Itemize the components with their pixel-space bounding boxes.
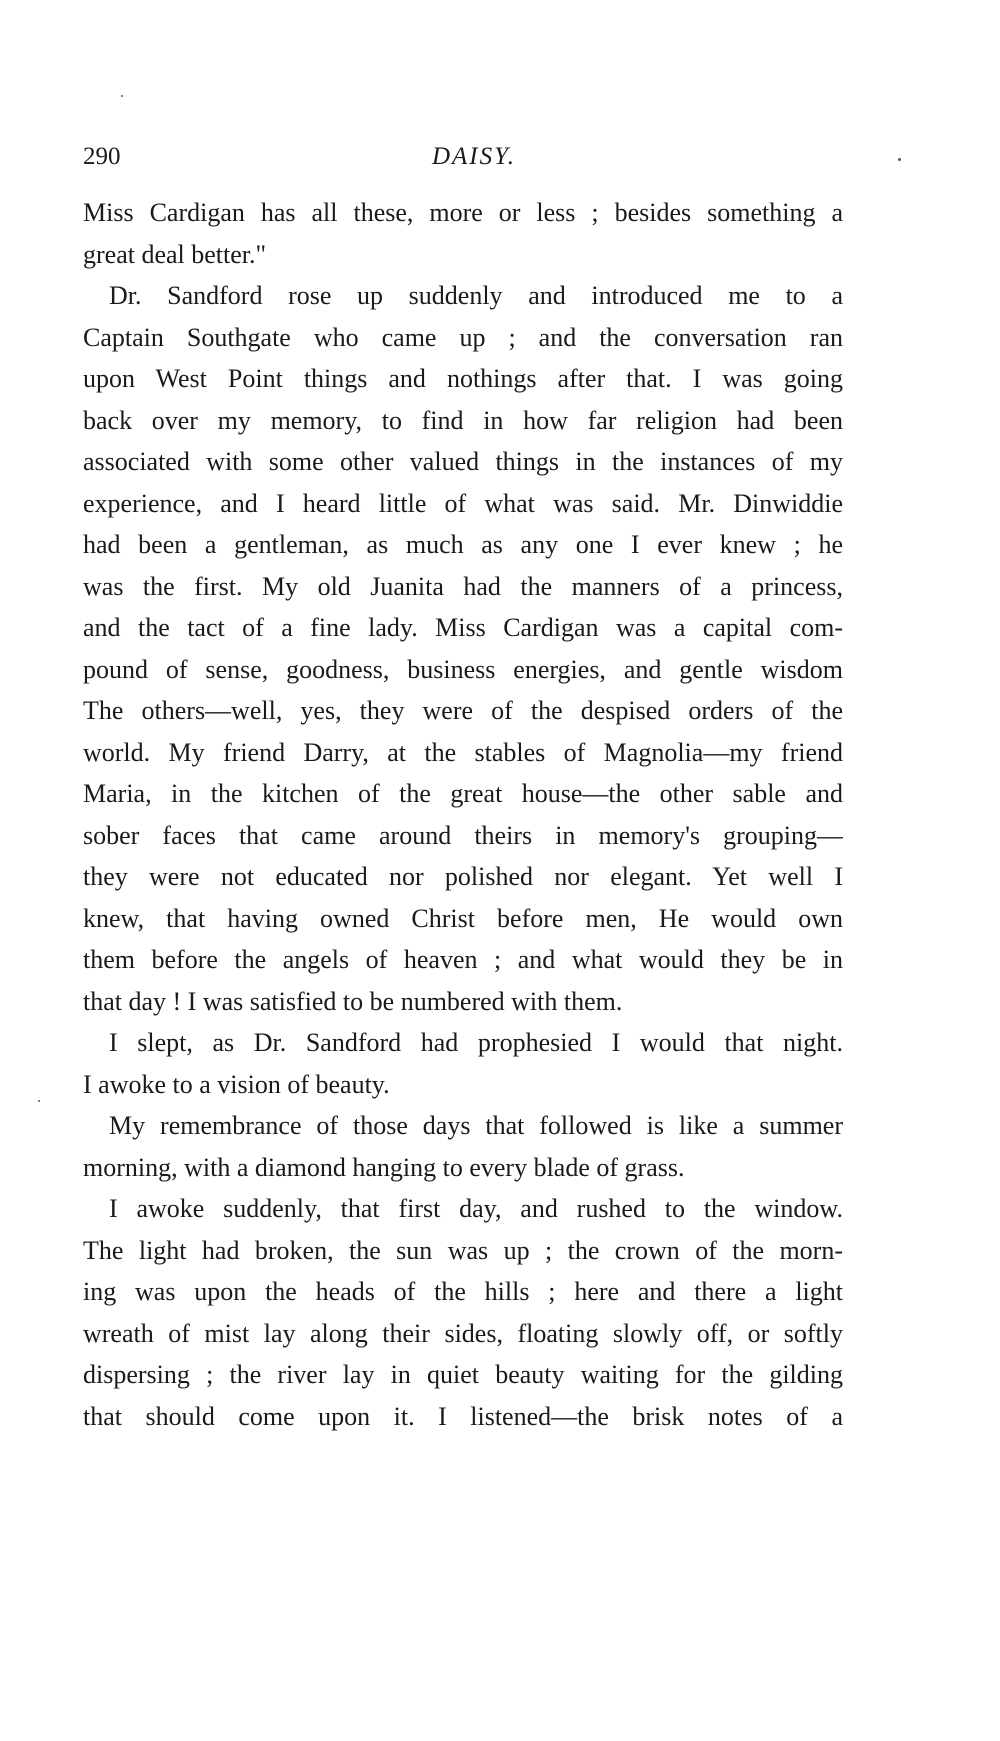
text-line: back over my memory, to find in how far religion had been — [83, 405, 843, 435]
text-line: world. My friend Darry, at the stables of Magnolia—my friend — [83, 737, 843, 767]
paper-speck — [121, 95, 123, 97]
text-line: dispersing ; the river lay in quiet beauty waiting for the gilding — [83, 1360, 843, 1389]
text-line: experience, and I heard little of what was said. Mr. Dinwiddie — [83, 488, 843, 518]
text-line: was the first. My old Juanita had the manners of a princess, — [83, 571, 843, 601]
text-line: I awoke suddenly, that first day, and rushed to the window. — [109, 1194, 843, 1223]
paragraph — [83, 275, 843, 1022]
text-line: My remembrance of those days that followed is like a summer — [109, 1111, 843, 1140]
paper-speck — [898, 158, 901, 161]
text-line: associated with some other valued things in the instances of my — [83, 447, 843, 476]
text-line: had been a gentleman, as much as any one I ever knew ; he — [83, 530, 843, 559]
text-line: Miss Cardigan has all these, more or less ; besides something a — [83, 198, 843, 227]
paper-speck — [38, 1100, 40, 1102]
running-title: DAISY. — [431, 143, 516, 170]
text-line: Maria, in the kitchen of the great house—the other sable and — [83, 779, 843, 808]
text-line: them before the angels of heaven ; and what would they be in — [83, 945, 843, 974]
text-line: great deal better." — [83, 239, 267, 269]
text-line: The light had broken, the sun was up ; the crown of the morn- — [83, 1235, 843, 1265]
text-line: The others—well, yes, they were of the despised orders of the — [83, 696, 843, 725]
text-line: morning, with a diamond hanging to every blade of grass. — [83, 1152, 685, 1182]
text-line: knew, that having owned Christ before men, He would own — [83, 903, 843, 933]
text-line: upon West Point things and nothings after that. I was going — [83, 364, 843, 393]
paragraph — [83, 1105, 843, 1188]
text-line: I slept, as Dr. Sandford had prophesied I would that night. — [109, 1028, 843, 1057]
text-line: I awoke to a vision of beauty. — [83, 1069, 390, 1099]
text-line: Captain Southgate who came up ; and the conversation ran — [83, 322, 843, 352]
text-line: sober faces that came around theirs in memory's grouping— — [83, 820, 843, 850]
text-line: pound of sense, goodness, business energies, and gentle wisdom — [83, 654, 843, 684]
text-line: Dr. Sandford rose up suddenly and introduced me to a — [109, 281, 843, 310]
text-line: that day ! I was satisfied to be numbered with them. — [83, 986, 623, 1016]
paragraph — [83, 1188, 843, 1437]
text-line: ing was upon the heads of the hills ; here and there a light — [83, 1277, 843, 1306]
paragraph — [83, 192, 843, 275]
text-line: wreath of mist lay along their sides, floating slowly off, or softly — [83, 1318, 843, 1348]
page-number: 290 — [83, 143, 121, 170]
text-line: that should come upon it. I listened—the brisk notes of a — [83, 1401, 843, 1431]
text-line: they were not educated nor polished nor elegant. Yet well I — [83, 862, 843, 891]
body-text — [83, 192, 843, 1437]
page-header — [83, 143, 843, 179]
text-line: and the tact of a fine lady. Miss Cardigan was a capital com- — [83, 613, 843, 642]
paragraph — [83, 1022, 843, 1105]
